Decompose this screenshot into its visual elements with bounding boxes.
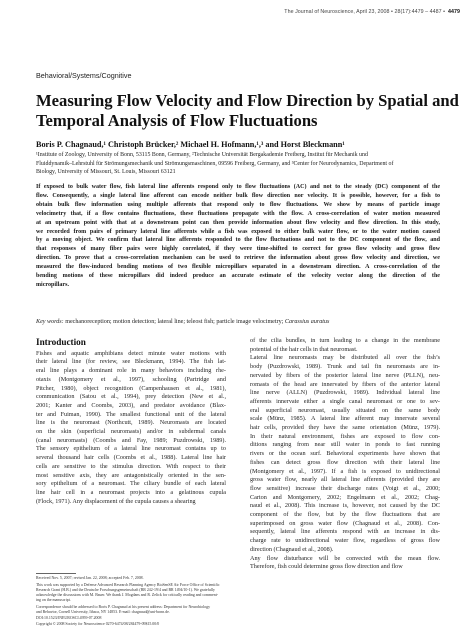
abstract-line: micropillars.	[36, 281, 69, 288]
body-text-line: communication (Satou et al., 1994), prey detection (New et al.,	[36, 393, 226, 401]
body-text-line: ditions ranging from near still water in ponds to fast running	[250, 441, 440, 449]
footnote-line: and Behavior, Cornell University, Ithaca, NY 14853. E-mail: chagnaud@uni-bonn.de.	[36, 609, 170, 614]
body-text-line: (canal neuromasts) (Coombs and Fay, 1989; Puzdrowski, 1989).	[36, 436, 226, 444]
keywords-species: Carassius auratus	[284, 319, 330, 325]
abstract-line: direction. To prove that a cross-correlation mechanism can be used to retrieve the information about gross flow velocity and direction, we	[36, 255, 440, 262]
keywords	[36, 319, 446, 325]
abstract-line: obtain bulk flow information using multiple afferents that respond only to flow fluctuations. We show by means of particle image	[36, 201, 440, 208]
body-text-line: superimposed on gross water flow (Chagnaud et al., 2008). Con-	[250, 519, 440, 527]
body-text-line: In their natural environment, fishes are exposed to flow con-	[250, 432, 440, 440]
body-text-line: potential of the hair cells in that neuromast.	[250, 345, 358, 353]
author-list: Boris P. Chagnaud,¹ Christoph Brücker,² Michael H. Hofmann,¹,³ and Horst Bleckmann¹	[36, 140, 345, 149]
page-number: 4479	[448, 9, 460, 15]
body-text-line: most sensitive axis, they are antagonistically oriented in the sen-	[36, 471, 226, 479]
footnote-line: Correspondence should be addressed to Boris P. Chagnaud at his present address: Department for Neurobiology	[36, 604, 211, 609]
body-text-line: Pitcher, 1980), object recognition (Campenhausen et al., 1981),	[36, 384, 226, 392]
abstract-line: velocimetry that, if a flow contains fluctuations, these fluctuations propagate with the flow. A cross-correlation of water motion measured	[36, 210, 440, 217]
footnote-line: Received Nov. 5, 2007; revised Jan. 22, 2008; accepted Feb. 7, 2008.	[36, 576, 144, 580]
abstract-line: flow. Consequently, a single lateral line afferent can encode neither bulk flow direction nor velocity. It is possible, however, for a fish to	[36, 192, 440, 199]
body-text-line: naud et al., 2008). This increase is, however, not caused by the DC	[250, 502, 440, 510]
body-text-line: rivers or the ocean surf. Behavioral experiments have shown that	[250, 450, 440, 458]
body-text-line: (Montgomery et al., 1997). If a fish is exposed to unidirectional	[250, 467, 440, 475]
body-text-line: sory epithelium of a neuromast. The ciliary bundle of each lateral	[36, 480, 226, 488]
affiliation-line: ¹Institute of Zoology, University of Bonn, 53115 Bonn, Germany, ²Technische Universität Bergakademie Freiberg, Institut für Mechanik und	[36, 152, 368, 158]
body-text-line: charge rate to unidirectional water flow, regardless of gross flow	[250, 537, 440, 545]
abstract-line: If exposed to bulk water flow, fish lateral line afferents respond only to flow fluctuations (AC) and not to the steady (DC) component of the	[36, 184, 440, 190]
body-text-line: component of the flow, but by the flow fluctuations that are	[250, 511, 440, 519]
abstract-line: by a moving object. We confirm that lateral line afferents responded to the flow fluctuations and not to the DC component of the flow, and	[36, 237, 440, 244]
body-text-line: Lateral line neuromasts may be distributed all over the fish’s	[250, 354, 440, 362]
body-text-line: 2001; Kanter and Coombs, 2003), and predator avoidance (Blax-	[36, 401, 226, 409]
affiliation-line: Biology, University of Missouri, St. Louis, Missouri 63121	[36, 169, 176, 175]
body-text-line: eral line plays a dominant role in many behaviors including rhe-	[36, 367, 226, 375]
body-text-line: of the cilia bundles, in turn leading to a change in the membrane	[250, 337, 440, 344]
section-label: Behavioral/Systems/Cognitive	[36, 71, 132, 80]
body-text-line: Fishes and aquatic amphibians detect minute water motions with	[36, 349, 226, 357]
keywords-label: Key words:	[36, 319, 64, 325]
abstract	[36, 183, 440, 290]
body-text-line: sequently, lateral line afferents respond with an increase in dis-	[250, 528, 440, 536]
body-text-line: several thousand hair cells (Coombs et al., 1988). Lateral line hair	[36, 454, 226, 462]
body-text-line: fishes can detect gross flow direction with their lateral line	[250, 458, 440, 466]
body-text-line: gross water flow, nearly all lateral line afferents (provided they are	[250, 476, 440, 484]
body-text-line: line hair cell in a neuromast projects into a gelatinous cupula	[36, 488, 226, 496]
footnote-line: Copyright © 2008 Society for Neuroscience 0270-6474/08/284479-09$15.00/0	[36, 621, 160, 626]
abstract-line: bending motions of these micropillars did indeed produce an accurate estimate of the velocity vector along the direction of the	[36, 273, 440, 280]
title-line: Measuring Flow Velocity and Flow Direction by Spatial and	[36, 91, 459, 110]
body-text-line: line is the neuromast (Northcutt, 1989). Neuromasts are located	[36, 419, 226, 427]
body-text-line: on the skin (superficial neuromasts) and/or in subdermal canals	[36, 428, 226, 436]
introduction-heading: Introduction	[36, 337, 86, 347]
title-line: Temporal Analysis of Flow Fluctuations	[36, 111, 318, 130]
abstract-line: we recorded from pairs of primary lateral line afferents while a fish was exposed to either bulk water flow, or to the water motion caused	[36, 228, 440, 235]
body-text-line: hair cells, provided they have the same orientation (Münz, 1979).	[250, 424, 440, 432]
body-text-line: The sensory epithelium of a lateral line neuromast contains up to	[36, 445, 226, 453]
body-text-line: their lateral line (for review, see Bleckmann, 1994). The fish lat-	[36, 358, 226, 366]
body-text-line: Therefore, fish could determine gross flow direction and flow	[250, 563, 403, 571]
body-text-line: eral superficial neuromast, usually situated on the same body	[250, 406, 440, 414]
body-text-line: body (Puzdrowski, 1989). Trunk and tail fin neuromasts are in-	[250, 363, 440, 371]
abstract-line: at an upstream point with that at a downstream point can then provide information about flow velocity and flow direction. In this study,	[36, 219, 440, 226]
footnote-line: acknowledge the discussions with M. Bauer. We thank J. Mogdans and R. Zelick for critically reading and comment-	[36, 592, 219, 597]
footnote-line: Research Grant (H.B.) and the Deutsche Forschungsgemeinschaft (BR 242-19/4 and BR 1494/10-1). We gratefully	[36, 587, 215, 592]
body-text-line: otaxis (Montgomery et al., 1997), schooling (Partridge and	[36, 375, 226, 383]
footnote-divider	[36, 573, 76, 574]
footnote-line: ing on the manuscript.	[36, 597, 71, 602]
body-text-line: Any flow disturbance will be convected with the mean flow.	[250, 554, 440, 562]
body-text-line: scale (Münz, 1985). A lateral line afferent may innervate several	[250, 415, 440, 423]
body-text-line: ter and Fuiman, 1990). The smallest functional unit of the lateral	[36, 410, 226, 418]
body-text-line: nervated by fibers of the posterior lateral line nerve (PLLN), neu-	[250, 371, 440, 379]
journal-info: The Journal of Neuroscience, April 23, 2008 • 28(17):4479 – 4487 •	[284, 9, 446, 15]
journal-header	[284, 9, 460, 15]
body-text-line: direction (Chagnaud et al., 2008).	[250, 545, 334, 553]
footnote-line: DOI:10.1523/JNEUROSCI.4959-07.2008	[36, 616, 102, 621]
body-text-line: flow sensitive) increase their discharge rates (Voigt et al., 2000;	[250, 484, 440, 492]
footnote-line: This work was supported by a Defense Advanced Research Planning Agency BioSenSE Air Force Office of Scientific	[36, 582, 220, 587]
body-text-line: Carton and Montgomery, 2002; Engelmann et al., 2002; Chag-	[250, 493, 440, 501]
body-text-line: (Flock, 1971). Any displacement of the cupula causes a shearing	[36, 497, 196, 505]
footnotes	[36, 576, 228, 627]
abstract-line: that responses of many fiber pairs were highly correlated, if they were time-shifted to correct for gross flow velocity and gross flow	[36, 246, 440, 253]
body-text-line: line nerve (ALLN) (Puzdrowski, 1989). Individual lateral line	[250, 389, 440, 397]
abstract-line: measured the flow-induced bending motions of two flexible micropillars separated in a downstream direction. A cross-correlation of the	[36, 264, 440, 271]
body-column-right	[250, 337, 440, 572]
body-text-line: afferents innervate either a single canal neuromast or one to sev-	[250, 397, 440, 405]
body-text-line: cells are sensitive to the stimulus direction. With respect to their	[36, 462, 226, 470]
affiliation-line: Fluiddynamik–Lehrstuhl für Strömungsmechanik und Strömungsmaschinen, 09596 Freiberg, Germany, and ³Center for Neurodynamics, Department of	[36, 160, 394, 167]
body-column-left	[36, 337, 226, 506]
body-text-line: romasts of the head are innervated by fibers of the anterior lateral	[250, 380, 440, 388]
affiliations	[36, 151, 446, 177]
keywords-text: mechanoreception; motion detection; lateral line; teleost fish; particle image velocimetry;	[65, 319, 284, 325]
article-title	[36, 91, 459, 131]
